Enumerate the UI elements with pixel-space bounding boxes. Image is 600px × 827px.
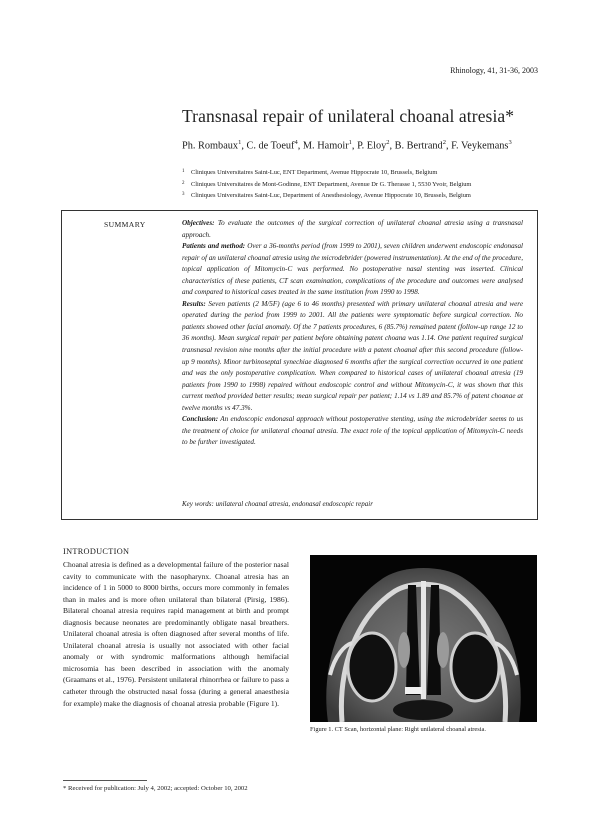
keywords: Key words: unilateral choanal atresia, endonasal endoscopic repair (182, 500, 373, 508)
affiliation-number: 1 (182, 169, 185, 174)
abstract-objectives (182, 218, 523, 241)
affiliation-text: Cliniques Universitaires de Mont-Godinne, ENT Department, Avenue Dr G. Therasse 1, 5530 Yvoir, Belgium (191, 180, 472, 188)
ct-scan-figure (310, 555, 537, 722)
author-affil-sup: 1 (238, 139, 242, 146)
methods-text: Over a 36-months period (from 1999 to 2001), seven children underwent endoscopic endonasal repair of an unilateral choanal atresia using the microdebrider (powered instrumentation). At the end of the procedure, topical application of Mitomycin-C was performed. No postoperative nasal stenting was inserted. Clinical characteristics of these patients, CT scan examination, complications of the procedure and outcomes were analysed and compared to historical cases treated in the same institution from 1990 to 1998. (182, 242, 524, 297)
summary-label: SUMMARY (104, 220, 146, 229)
affiliation-number: 3 (182, 192, 185, 197)
abstract (182, 218, 523, 449)
author-affil-sup: 1 (348, 139, 352, 146)
footnote-divider (63, 780, 147, 781)
objectives-label: Objectives: (182, 219, 215, 227)
objectives-text: To evaluate the outcomes of the surgical correction of unilateral choanal atresia using a transnasal approach. (182, 219, 523, 239)
author-name: P. Eloy (357, 140, 387, 152)
abstract-results (182, 299, 523, 414)
conclusion-text: An endoscopic endonasal approach without postoperative stenting, using the microdebrider seems to us the treatment of choice for unilateral choanal atresia. The exact role of the topical application of Mitomycin-C needs to be further investigated. (182, 415, 524, 447)
affiliation-text: Cliniques Universitaires Saint-Luc, ENT Department, Avenue Hippocrate 10, Brussels, Belgium (191, 169, 438, 176)
article-title: Transnasal repair of unilateral choanal atresia* (182, 106, 515, 126)
author-name: C. de Toeuf (246, 140, 295, 152)
results-label: Results: (182, 299, 206, 308)
results-text: Seven patients (2 M/5F) (age 6 to 46 months) presented with primary unilateral choanal atresia and were operated during the period from 1999 to 2001. All the patients were symptomatic before surgical correction. No patients showed other facial anomaly. Of the 7 patients procedures, 6 (85.7%) remained patent (follow-up range 12 to 36 months). Mean surgical repair per patient before obtaining patent choana was 1.14. One patient required surgical transnasal revision nine months after the initial procedure with a patent choanal after this second procedure (follow-up 9 months). Minor turbinoseptal synechiae diagnosed 6 months after the surgical correction occurred in one patient and was the only postoperative complication. When compared to historical cases of unilateral choanal atresia (19 patients from 1990 to 1998) repaired without endoscopic control and without Mitomycin-C, it was shown that this current method provided better results; mean surgical repair per patient; 1.14 vs 1.89 and 85.7% of patent choanae at twelve months vs 47.3%. (182, 299, 523, 412)
ct-scan-image (310, 555, 537, 722)
author-name: Ph. Rombaux (182, 140, 239, 152)
introduction-body (63, 559, 289, 709)
author-affil-sup: 4 (294, 139, 298, 146)
author-affil-sup: 2 (442, 139, 446, 146)
introduction-heading: INTRODUCTION (63, 547, 130, 556)
affiliation-text: Cliniques Universitaires Saint-Luc, Department of Anesthesiology, Avenue Hippocrate 10, Brussels, Belgium (191, 192, 471, 199)
figure-caption: Figure 1. CT Scan, horizontal plane: Right unilateral choanal atresia. (310, 726, 486, 733)
footnote: * Received for publication: July 4, 2002; accepted: October 10, 2002 (63, 785, 248, 792)
author-affil-sup: 2 (386, 139, 390, 146)
journal-reference: Rhinology, 41, 31-36, 2003 (450, 66, 538, 75)
affiliation-list (182, 167, 471, 202)
abstract-methods (182, 241, 523, 299)
author-affil-sup: 3 (508, 139, 512, 146)
author-name: B. Bertrand (394, 140, 443, 152)
author-list: Ph. Rombaux$^1$, C. de Toeuf$^4$, M. Hamoir$^1$, P. Eloy$^2$, B. Bertrand$^2$, F. Veykemans$^3$ (182, 139, 512, 152)
affiliation-item (182, 179, 471, 191)
conclusion-label: Conclusion: (182, 415, 219, 424)
author-name: F. Veykemans (451, 140, 509, 152)
introduction-paragraph: Choanal atresia is defined as a developmental failure of the posterior nasal cavity to communicate with the nasopharynx. Choanal atresia has an incidence of 1 in 5000 to 8000 births, occurs more commonly in females than in males and is more often unilateral than bilateral (Pirsig, 1986). Bilateral choanal atresia requires rapid management at birth and prompt diagnosis because neonates are predominantly obligate nasal breathers. Unilateral choanal atresia is often diagnosed after several months of life. Unilateral choanal atresia is usually not associated with other facial anomaly or with syndromic malformations although hemifacial microsomia has been described in association with the anomaly (Graamans et al., 1976). Persistent unilateral rhinorrhea or failure to pass a catheter through the obstructed nasal fossa (during a general anaesthesia for example) make the diagnosis of choanal atresia probable (Figure 1). (63, 560, 289, 708)
methods-label: Patients and method: (182, 242, 246, 251)
affiliation-number: 2 (182, 180, 185, 186)
affiliation-item (182, 167, 471, 179)
author-name: M. Hamoir (302, 140, 349, 152)
affiliation-item (182, 190, 471, 202)
abstract-conclusion (182, 414, 523, 449)
